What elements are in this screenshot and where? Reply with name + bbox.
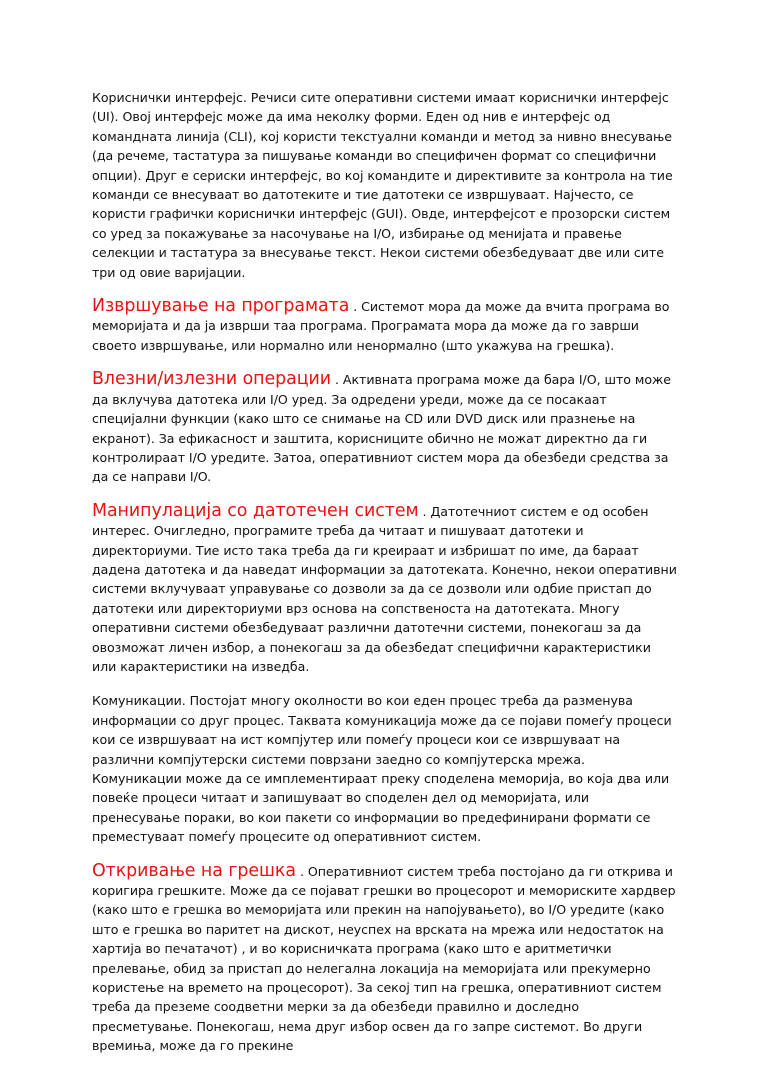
section-heading-file-system: Манипулација со датотечен систем [92,500,419,521]
paragraph-body: . Системот мора да може да вчита програма во меморијата и да ја изврши таа програма. Програмата мора да може да го заврши своето извршување, или нормално или ненормално (што укажува на грешка). [92,299,670,353]
paragraph-body: . Оперативниот систем треба постојано да ги открива и коригира грешките. Може да се појават грешки во процесорот и мемориските хардвер (како што е грешка во меморијата или прекин на напојувањето), во I/O уредите (како што е грешка во паритет на дискот, неуспех на врската на мрежа или недостаток на хартија во печатачот) , и во корисничката програма (како што е аритметички прелевање, обид за пристап до нелегална локација на меморијата или прекумерно користење на времето на процесорот). За секој тип на грешка, оперативниот систем треба да преземе соодветни мерки за да обезбеди правилно и доследно пресметување. Понекогаш, нема друг избор освен да го запре системот. Во други времиња, може да го прекине [92,863,676,1054]
section-heading-io-operations: Влезни/излезни операции [92,369,332,390]
paragraph-file-system [92,502,677,677]
paragraph-program-execution [92,297,677,355]
paragraph-body: Кориснички интерфејс. Речиси сите оперативни системи имаат кориснички интерфејс (UI). Овој интерфејс може да има неколку форми. Еден од нив е интерфејс од командната линија (CLI), кој користи текстуални команди и метод за нивно внесување (да речеме, тастатура за пишување команди во специфичен формат со специфични опции). Друг е сериски интерфејс, во кој командите и директивите за контрола на тие команди се внесуваат во датотеките и тие датотеки се извршуваат. Најчесто, се користи графички кориснички интерфејс (GUI). Овде, интерфејсот е прозорски систем со уред за покажување за насочување на I/O, избирање од менијата и правење селекции и тастатура за внесување текст. Некои системи обезбедуваат две или сите три од овие варијации. [92,90,673,280]
section-heading-error-detection: Откривање на грешка [92,860,296,881]
paragraph-io-operations [92,370,677,486]
paragraph-body: . Активната програма може да бара I/O, што може да вклучува датотека или I/O уред. За одредени уреди, може да се посакаат специјални функции (како што се снимање на CD или DVD диск или празнење на екранот). За ефикасност и заштита, корисниците обично не можат директно да ги контролираат I/O уредите. Затоа, оперативниот систем мора да обезбеди средства за да се направи I/O. [92,372,671,485]
paragraph-body: . Датотечниот систем е од особен интерес. Очигледно, програмите треба да читаат и пишуваат датотеки и директориуми. Тие исто така треба да ги креираат и избришат по име, да бараат дадена датотека и да наведат информации за датотеката. Конечно, некои оперативни системи вклучуваат управување со дозволи за да се дозволи или одбие пристап до датотеки или директориуми врз основа на сопственоста на датотеката. Многу оперативни системи обезбедуваат различни датотечни системи, понекогаш за да овозможат личен избор, а понекогаш за да обезбедат специфични карактеристики или карактеристики на изведба. [92,503,677,674]
paragraph-body: Комуникации. Постојат многу околности во кои еден процес треба да разменува информации со друг процес. Таквата комуникација може да се појави помеѓу процеси кои се извршуваат на ист компјутер или помеѓу процеси кои се извршуваат на различни компјутерски системи поврзани заедно со компјутерска мрежа. Комуникации може да се имплементираат преку споделена меморија, во која два или повеќе процеси читаат и запишуваат во споделен дел од меморијата, или пренесување пораки, во кои пакети со информации во предефинирани формати се преместуваат помеѓу процесите од оперативниот систем. [92,693,672,845]
paragraph-user-interface [92,88,677,282]
section-heading-program-execution: Извршување на програмата [92,296,350,317]
document-page [92,88,677,1071]
paragraph-communications [92,691,677,846]
paragraph-error-detection [92,862,677,1056]
